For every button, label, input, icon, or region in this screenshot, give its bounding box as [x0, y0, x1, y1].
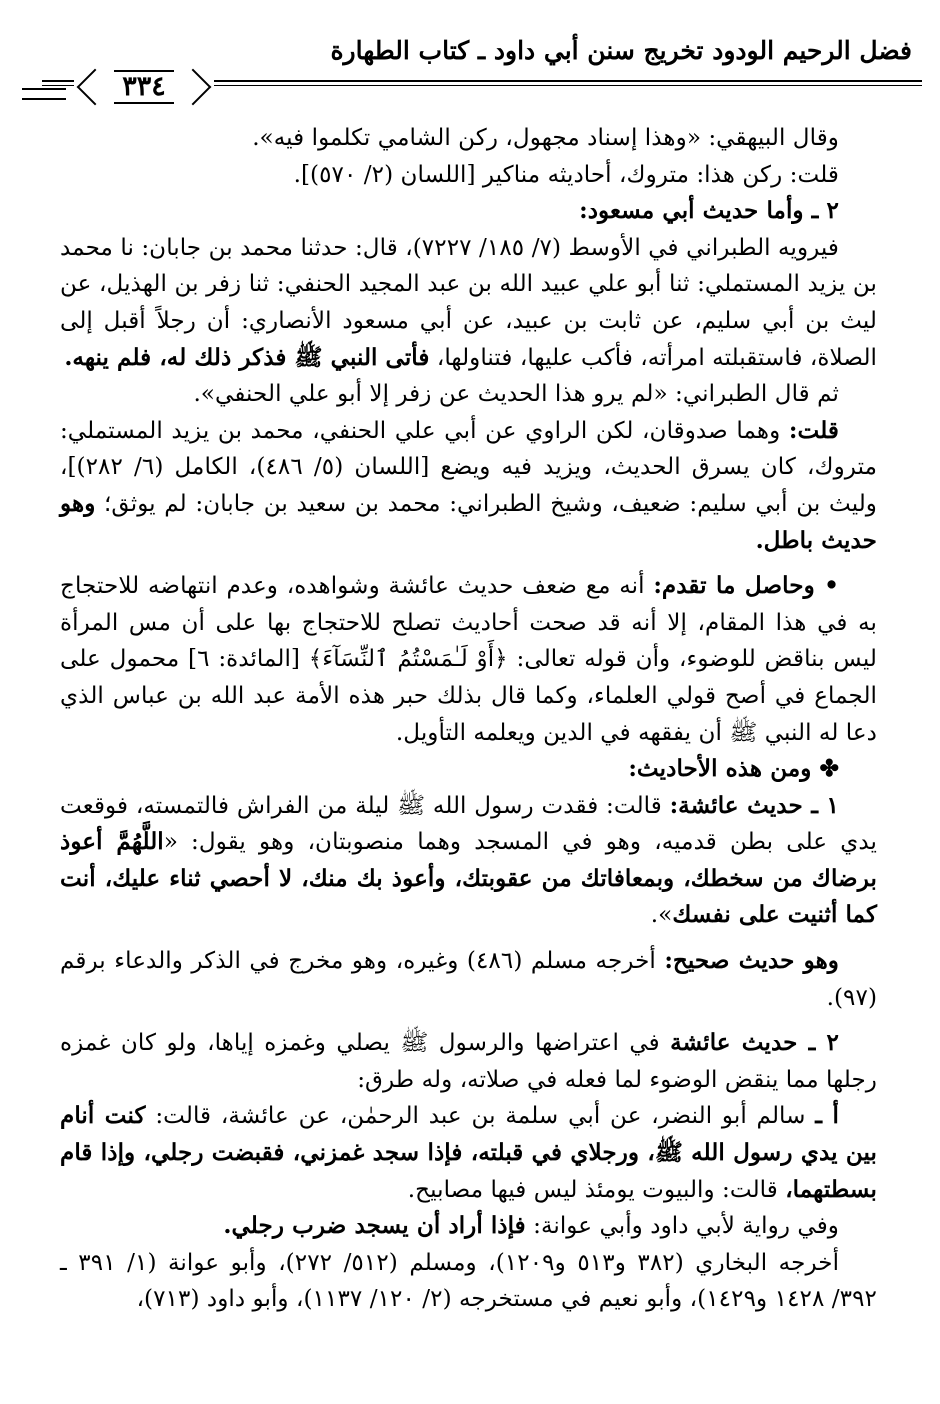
heading-text: ✤ ومن هذه الأحاديث:	[628, 755, 839, 783]
page-header	[22, 36, 922, 106]
paragraph-text: أخرجه مسلم (٤٨٦) وغيره، وهو مخرج في الذكر والدعاء برقم (٩٧).	[60, 947, 877, 1011]
bold-phrase: كنت أنام بين يدي رسول الله ﷺ، ورجلاي في قبلته، فإذا سجد غمزني، فقبضت رجلي، وإذا قام بسطتهما،	[60, 1102, 877, 1203]
page-number: ٣٣٤	[114, 70, 174, 104]
paragraph	[60, 568, 877, 751]
paragraph-text: سالم أبو النضر، عن أبي سلمة بن عبد الرحمٰن، عن عائشة، قالت:	[145, 1102, 816, 1130]
lead-word: • وحاصل ما تقدم:	[653, 572, 840, 600]
paragraph-text: فيرويه الطبراني في الأوسط (٧/ ١٨٥/ ٧٢٢٧)، قال: حدثنا محمد بن جابان: نا محمد بن يزيد المستملي: ثنا أبو علي عبيد الله بن عبد المجيد الحنفي: ثنا زفر بن الهذيل، عن ليث بن أبي سليم، عن ثابت بن عبيد، عن أبي مسعود الأنصاري: أن رجلاً أقبل إلى الصلاة، فاستقبلته امرأته، فأكب عليها، فتناولها،	[60, 233, 877, 371]
paragraph-text: قالت: والبيوت يومئذ ليس فيها مصابيح.	[407, 1175, 786, 1203]
paragraph	[60, 1025, 877, 1098]
paragraph	[60, 1245, 877, 1318]
paragraph-text: وقال البيهقي: «وهذا إسناد مجهول، ركن الشامي تكلموا فيه».	[252, 124, 839, 151]
lead-word: ١ ـ حديث عائشة:	[669, 791, 839, 819]
paragraph-text: أخرجه البخاري (٣٨٢ و٥١٣ و١٢٠٩)، ومسلم (٥١٢/ ٢٧٢)، وأبو عوانة (١/ ٣٩١ ـ ٣٩٢/ ١٤٢٨ و١٤٢٩)، وأبو نعيم في مستخرجه (٢/ ١٢٠/ ١١٣٧)، وأبو داود (٧١٣)،	[60, 1248, 877, 1313]
heading-text: ٢ ـ وأما حديث أبي مسعود:	[579, 197, 839, 225]
paragraph	[60, 413, 877, 559]
lead-word: قلت:	[788, 416, 839, 444]
bold-phrase: اللَّهُمَّ أعوذ برضاك من سخطك، وبمعافاتك من عقوبتك، وأعوذ بك منك، لا أحصي ثناء عليك، أنت كما أثنيت على نفسك	[60, 828, 877, 929]
page-number-ornament	[74, 69, 214, 105]
paragraph	[60, 376, 877, 413]
section-heading	[60, 193, 877, 230]
running-title: فضل الرحيم الودود تخريج سنن أبي داود ـ كتاب الطهارة	[330, 36, 912, 65]
paragraph-text: ثم قال الطبراني: «لم يرو هذا الحديث عن زفر إلا أبو علي الحنفي».	[193, 380, 839, 408]
paragraph	[60, 943, 877, 1016]
paragraph-text: أنه مع ضعف حديث عائشة وشواهده، وعدم انتهاضه للاحتجاج به في هذا المقام، إلا أنه قد صحت أحاديث تصلح للاحتجاج بها على أن مس المرأة ليس بناقض للوضوء، وأن قوله تعالى: ﴿أَوْ لَـٰمَسْتُمُ ٱلنِّسَآءَ﴾ [المائدة: ٦] محمول على الجماع في أصح قولي العلماء، وكما قال بذلك حبر هذه الأمة عبد الله بن عباس الذي دعا له النبي ﷺ أن يفقهه في الدين ويعلمه التأويل.	[60, 572, 877, 746]
bold-phrase: وهو حديث باطل.	[60, 489, 877, 554]
paragraph	[60, 788, 877, 934]
section-heading	[60, 751, 877, 788]
lead-word: أ ـ	[815, 1102, 839, 1130]
paragraph	[60, 1208, 877, 1245]
paragraph-text: وفي رواية لأبي داود وأبي عوانة:	[525, 1212, 839, 1240]
paragraph-text: قلت: ركن هذا: متروك، أحاديثه مناكير [اللسان (٢/ ٥٧٠)].	[293, 160, 839, 188]
paragraph	[60, 230, 877, 376]
paragraph-text: ».	[650, 901, 673, 929]
lead-word: ٢ ـ حديث عائشة	[670, 1029, 840, 1057]
main-text	[60, 120, 877, 1318]
paragraph	[60, 120, 877, 157]
bold-phrase: فأتى النبي ﷺ فذكر ذلك له، فلم ينهه.	[64, 343, 430, 371]
paragraph-text: في اعتراضها والرسول ﷺ يصلي وغمزه إياها، ولو كان غمزه رجلها مما ينقض الوضوء لما فعله في صلاته، وله طرق:	[60, 1029, 877, 1093]
header-rule-left	[22, 88, 66, 100]
paragraph	[60, 157, 877, 194]
paragraph-text: قالت: فقدت رسول الله ﷺ ليلة من الفراش فالتمسته، فوقعت يدي على بطن قدميه، وهو في المسجد وهما منصوبتان، وهو يقول: «	[60, 791, 877, 856]
bold-phrase: فإذا أراد أن يسجد ضرب رجلي.	[223, 1212, 526, 1240]
lead-word: وهو حديث صحيح:	[664, 947, 839, 975]
paragraph	[60, 1098, 877, 1208]
paragraph-text: وهما صدوقان، لكن الراوي عن أبي علي الحنفي، محمد بن يزيد المستملي: متروك، كان يسرق الحديث، ويزيد فيه ويضع [اللسان (٥/ ٤٨٦)، الكامل (٦/ ٢٨٢)]، وليث بن أبي سليم: ضعيف، وشيخ الطبراني: محمد بن سعيد بن جابان: لم يوثق؛	[60, 416, 877, 517]
